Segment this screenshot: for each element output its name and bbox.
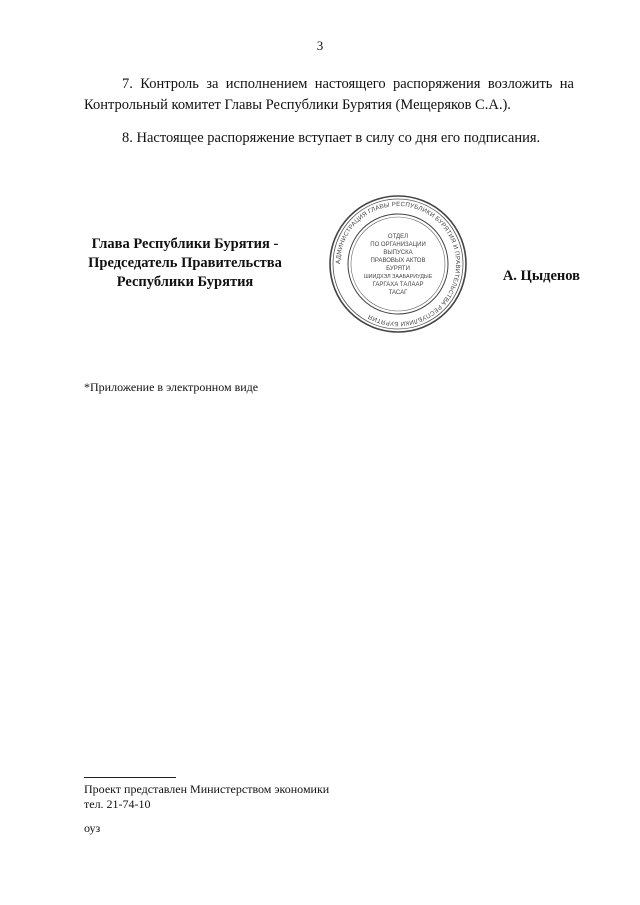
official-seal-stamp (328, 194, 468, 334)
paragraph-8-text: 8. Настоящее распоряжение вступает в силу со дня его подписания. (122, 130, 541, 146)
paragraph-7-text: 7. Контроль за исполнением настоящего распоряжения возложить на Контрольный комитет Главы Республики Бурятия (Мещеряков С.А.). (84, 76, 574, 113)
seal-line: ВЫПУСКА (383, 250, 413, 256)
paragraph-8 (84, 128, 574, 149)
seal-line: ШИИДХЭЛ ЗААБАРИУДЫЕ (363, 274, 433, 280)
footnote-phone: тел. 21-74-10 (84, 797, 151, 811)
seal-line: ПРАВОВЫХ АКТОВ (370, 258, 426, 264)
signer-title-line: Глава Республики Бурятия - (91, 236, 279, 252)
footnote-code: оуз (84, 821, 101, 835)
signer-name: А. Цыденов (502, 268, 580, 284)
appendix-note: *Приложение в электронном виде (84, 380, 259, 394)
svg-text:АДМИНИСТРАЦИЯ ГЛАВЫ РЕСПУБЛИКИ (335, 201, 461, 327)
paragraph-7 (84, 74, 574, 116)
seal-line: ТАСАГ (388, 290, 408, 296)
signer-title-line: Республики Бурятия (116, 274, 254, 290)
page-number: 3 (316, 38, 324, 53)
signer-title (80, 235, 290, 292)
seal-line: БУРЯТИ (386, 266, 410, 272)
seal-line: ПО ОРГАНИЗАЦИИ (370, 242, 426, 248)
footnote-divider (84, 777, 176, 778)
signer-title-line: Председатель Правительства (88, 255, 282, 271)
seal-line: ГАРГАХА ТАЛААР (372, 282, 424, 288)
footnote-project-source: Проект представлен Министерством экономики (84, 782, 330, 796)
seal-outer-text: АДМИНИСТРАЦИЯ ГЛАВЫ РЕСПУБЛИКИ БУРЯТИЯ И ПРАВИТЕЛЬСТВА РЕСПУБЛИКИ БУРЯТИЯ (334, 200, 462, 328)
seal-line: ОТДЕЛ (387, 234, 409, 240)
